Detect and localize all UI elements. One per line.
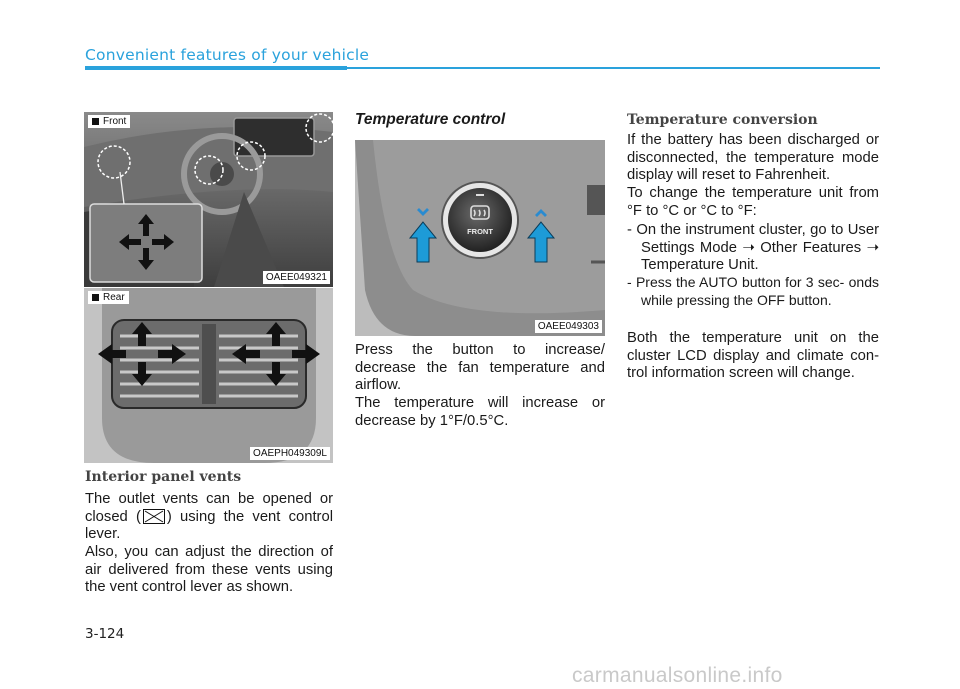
interior-vents-heading: Interior panel vents — [85, 469, 242, 485]
front-dashboard-illustration — [84, 112, 333, 287]
page-number: 3-124 — [85, 626, 125, 642]
header-accent-bar — [85, 66, 347, 70]
temperature-conversion-heading: Temperature conversion — [627, 112, 818, 128]
temperature-conversion-para1: If the battery has been discharged or disconnected, the temperature mode display will reset to Fahrenheit. — [627, 132, 879, 183]
interior-vents-para1: The outlet vents can be opened or closed ( ) using the vent control lever. — [85, 491, 334, 542]
figure-code-front: OAEE049321 — [263, 271, 330, 284]
temperature-conversion-para2: To change the temperature unit from °F to °C or °C to °F: — [627, 185, 879, 219]
figure-tag-rear: Rear — [88, 291, 129, 304]
temperature-control-para2: The temperature will increase or decrease by 1°F/0.5°C. — [355, 395, 605, 429]
temperature-control-figure — [355, 140, 605, 336]
section-title: Convenient features of your vehicle — [85, 46, 370, 64]
temperature-conversion-para3: Both the temperature unit on the cluster LCD display and climate con- trol information screen will change. — [627, 330, 879, 381]
figure-code-rear: OAEPH049309L — [250, 447, 330, 460]
watermark: carmanualsonline.info — [572, 664, 783, 687]
interior-vents-para2: Also, you can adjust the direction of air delivered from these vents using the vent control lever as shown. — [85, 544, 333, 595]
temperature-control-para1: Press the button to increase/ decrease the fan temperature and airflow. — [355, 342, 605, 393]
rear-vents-figure — [84, 288, 333, 463]
temperature-conversion-step2: - Press the AUTO button for 3 sec- onds while pressing the OFF button. — [627, 274, 879, 308]
temperature-conversion-step1: - On the instrument cluster, go to User Settings Mode ➝ Other Features ➝ Temperature Unit. — [627, 222, 879, 273]
rear-vents-illustration — [84, 288, 333, 463]
climate-panel-illustration — [355, 140, 605, 336]
figure-code-control: OAEE049303 — [535, 320, 602, 333]
header-rule — [347, 67, 880, 69]
front-button-label: FRONT — [467, 227, 493, 236]
vent-closed-icon — [143, 509, 165, 524]
figure-tag-front: Front — [88, 115, 130, 128]
temperature-control-heading: Temperature control — [355, 111, 506, 128]
front-vents-figure — [84, 112, 333, 287]
